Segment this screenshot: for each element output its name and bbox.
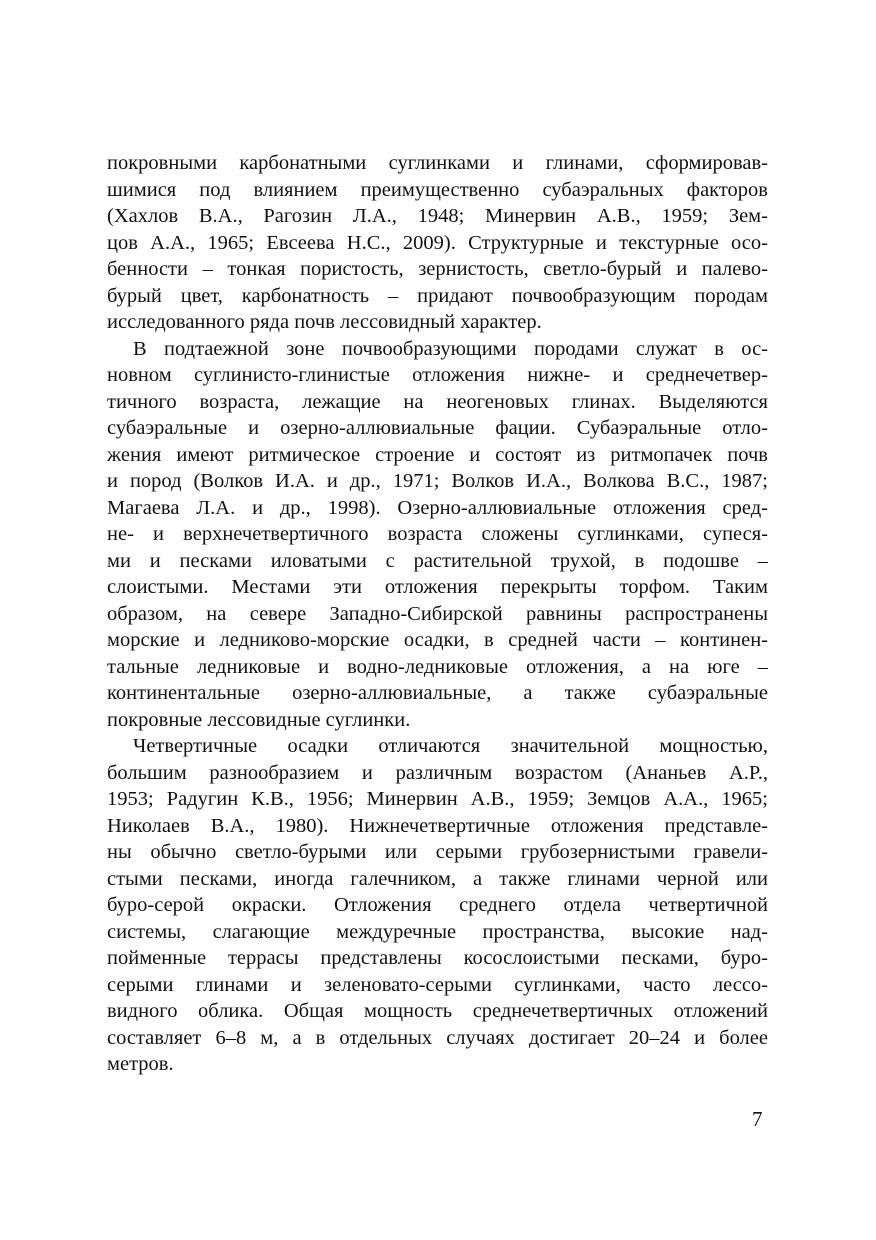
- text-line: видного облика. Общая мощность среднечетвертичных отложений: [107, 1000, 768, 1022]
- text-line: и пород (Волков И.А. и др., 1971; Волков И.А., Волкова В.С., 1987;: [107, 470, 768, 492]
- text-line: новном суглинисто-глинистые отложения нижне- и среднечетвер-: [107, 364, 768, 386]
- text-line: шимися под влиянием преимущественно субаэральных факторов: [107, 178, 768, 201]
- text-line: континентальные озерно-аллювиальные, а также субаэральные: [107, 682, 768, 704]
- text-line: жения имеют ритмическое строение и состоят из ритмопачек почв: [107, 443, 768, 466]
- text-line: составляет 6–8 м, а в отдельных случаях достигает 20–24 и более: [107, 1026, 768, 1049]
- text-line: системы, слагающие междуречные пространства, высокие над-: [107, 920, 768, 943]
- text-line: большим разнообразием и различным возрастом (Ананьев А.Р.,: [107, 761, 768, 784]
- text-line: образом, на севере Западно-Сибирской равнины распространены: [107, 602, 768, 625]
- text-line: 1953; Радугин К.В., 1956; Минервин А.В., 1959; Земцов А.А., 1965;: [107, 788, 768, 810]
- text-line: буро-серой окраски. Отложения среднего отдела четвертичной: [107, 894, 768, 916]
- text-line: (Хахлов В.А., Рагозин Л.А., 1948; Минервин А.В., 1959; Зем-: [107, 205, 768, 227]
- text-line: метров.: [107, 1053, 174, 1075]
- text-line: Магаева Л.А. и др., 1998). Озерно-аллювиальные отложения сред-: [107, 496, 768, 519]
- text-line: покровными карбонатными суглинками и глинами, сформировав-: [107, 152, 768, 174]
- text-line: В подтаежной зоне почвообразующими породами служат в ос-: [133, 337, 768, 360]
- body-text: [107, 150, 768, 1078]
- text-line: цов А.А., 1965; Евсеева Н.С., 2009). Структурные и текстурные осо-: [107, 231, 768, 254]
- text-line: субаэральные и озерно-аллювиальные фации. Субаэральные отло-: [107, 417, 768, 439]
- text-line: Николаев В.А., 1980). Нижнечетвертичные отложения представле-: [107, 814, 768, 837]
- paragraph: [107, 336, 768, 734]
- text-line: морские и ледниково-морские осадки, в средней части – континен-: [107, 629, 768, 651]
- text-line: бурый цвет, карбонатность – придают почвообразующим породам: [107, 284, 768, 307]
- paragraph: [107, 150, 768, 336]
- text-line: слоистыми. Местами эти отложения перекрыты торфом. Таким: [107, 576, 768, 598]
- text-line: тичного возраста, лежащие на неогеновых глинах. Выделяются: [107, 390, 768, 413]
- text-line: серыми глинами и зеленовато-серыми суглинками, часто лессо-: [107, 973, 768, 996]
- text-line: пойменные террасы представлены косослоистыми песками, буро-: [107, 947, 768, 969]
- text-line: покровные лессовидные суглинки.: [107, 708, 411, 731]
- page-number: 7: [752, 1107, 763, 1131]
- text-line: исследованного ряда почв лессовидный характер.: [107, 311, 542, 333]
- text-line: тальные ледниковые и водно-ледниковые отложения, а на юге –: [107, 655, 768, 678]
- text-line: ны обычно светло-бурыми или серыми грубозернистыми гравели-: [107, 841, 768, 863]
- text-line: бенности – тонкая пористость, зернистость, светло-бурый и палево-: [107, 258, 768, 280]
- text-line: ми и песками иловатыми с растительной трухой, в подошве –: [107, 549, 768, 572]
- text-line: Четвертичные осадки отличаются значительной мощностью,: [133, 735, 768, 757]
- paragraph: [107, 733, 768, 1078]
- text-line: стыми песками, иногда галечником, а также глинами черной или: [107, 867, 768, 890]
- text-line: не- и верхнечетвертичного возраста сложены суглинками, супеся-: [107, 523, 768, 545]
